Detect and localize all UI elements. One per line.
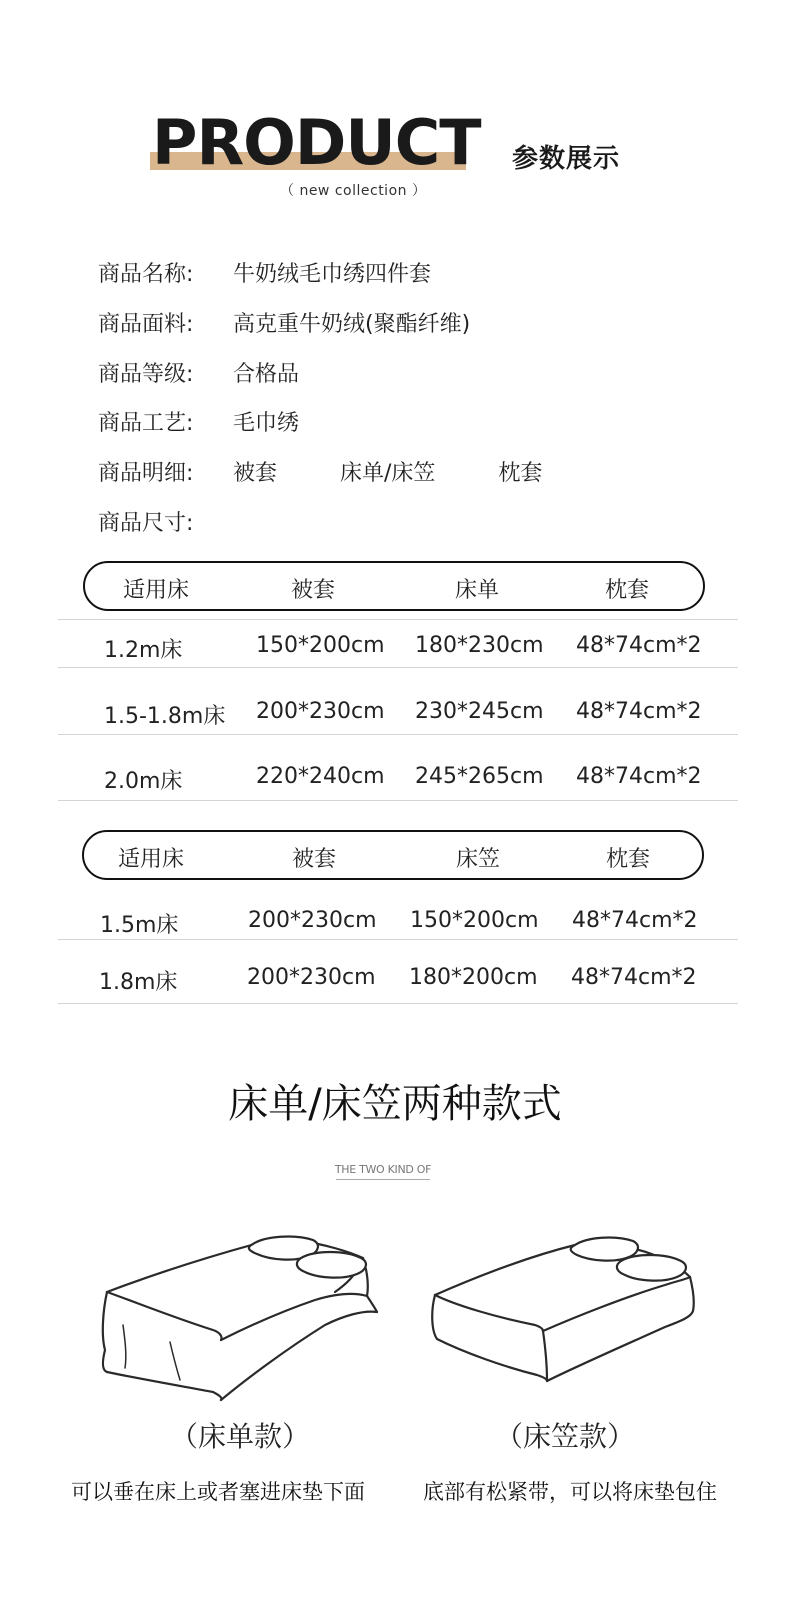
param-value: 被套 床单/床笠 枕套 [233, 461, 543, 486]
table-header-cell: 被套 [292, 847, 337, 872]
table-cell: 1.5-1.8m床 [104, 704, 226, 729]
table-header-pill [82, 830, 704, 880]
table-cell: 48*74cm*2 [572, 908, 698, 933]
table-cell: 1.8m床 [99, 970, 178, 995]
collection-subtitle: （ new collection ） [280, 183, 427, 199]
style-desc-fitted: 底部有松紧带，可以将床垫包住 [423, 1480, 717, 1504]
table-header-cell: 适用床 [118, 847, 185, 872]
row-divider [58, 939, 738, 940]
table-cell: 245*265cm [415, 764, 544, 789]
table-header-pill [83, 561, 705, 611]
table-cell: 48*74cm*2 [571, 965, 697, 990]
table-cell: 2.0m床 [104, 769, 183, 794]
row-divider [58, 734, 738, 735]
table-header-cell: 床笠 [456, 847, 501, 872]
table-cell: 1.5m床 [100, 913, 179, 938]
param-row [98, 506, 233, 536]
row-divider [58, 1003, 738, 1004]
table-cell: 150*200cm [410, 908, 539, 933]
table-cell: 200*230cm [248, 908, 377, 933]
style-caption-flat: （床单款） [169, 1420, 310, 1453]
param-row [98, 406, 299, 436]
subtitle-underline [336, 1179, 430, 1180]
table-header-cell: 床单 [455, 578, 500, 603]
style-caption-fitted: （床笠款） [494, 1420, 635, 1453]
param-value: 高克重牛奶绒(聚酯纤维) [233, 312, 471, 337]
param-row [98, 357, 299, 387]
table-cell: 48*74cm*2 [576, 764, 702, 789]
table-cell: 48*74cm*2 [576, 633, 702, 658]
table-cell: 180*200cm [409, 965, 538, 990]
table-header-cell: 适用床 [123, 578, 190, 603]
table-cell: 1.2m床 [104, 638, 183, 663]
param-value: 毛巾绣 [233, 411, 300, 436]
param-label: 商品名称: [98, 262, 194, 287]
table-cell: 180*230cm [415, 633, 544, 658]
flat-sheet-bed-icon [95, 1230, 385, 1405]
fitted-sheet-bed-icon [425, 1235, 700, 1390]
param-label: 商品明细: [98, 461, 194, 486]
param-value: 合格品 [233, 362, 300, 387]
param-label: 商品尺寸: [98, 511, 194, 536]
table-cell: 150*200cm [256, 633, 385, 658]
styles-title: 床单/床笠两种款式 [228, 1081, 562, 1127]
param-label: 商品等级: [98, 362, 194, 387]
style-desc-flat: 可以垂在床上或者塞进床垫下面 [71, 1480, 365, 1504]
param-row [98, 456, 542, 486]
product-heading: PRODUCT [152, 106, 481, 179]
table-cell: 200*230cm [256, 699, 385, 724]
row-divider [58, 619, 738, 620]
table-cell: 230*245cm [415, 699, 544, 724]
table-header-cell: 枕套 [606, 847, 651, 872]
styles-subtitle-en: THE TWO KIND OF [334, 1163, 432, 1176]
param-row [98, 307, 470, 337]
param-label: 商品面料: [98, 312, 194, 337]
table-cell: 48*74cm*2 [576, 699, 702, 724]
table-header-cell: 枕套 [605, 578, 650, 603]
table-cell: 200*230cm [247, 965, 376, 990]
row-divider [58, 667, 738, 668]
param-row [98, 257, 431, 287]
table-header-cell: 被套 [291, 578, 336, 603]
param-label: 商品工艺: [98, 411, 194, 436]
section-title-cn: 参数展示 [512, 144, 621, 174]
table-cell: 220*240cm [256, 764, 385, 789]
row-divider [58, 800, 738, 801]
param-value: 牛奶绒毛巾绣四件套 [233, 262, 432, 287]
